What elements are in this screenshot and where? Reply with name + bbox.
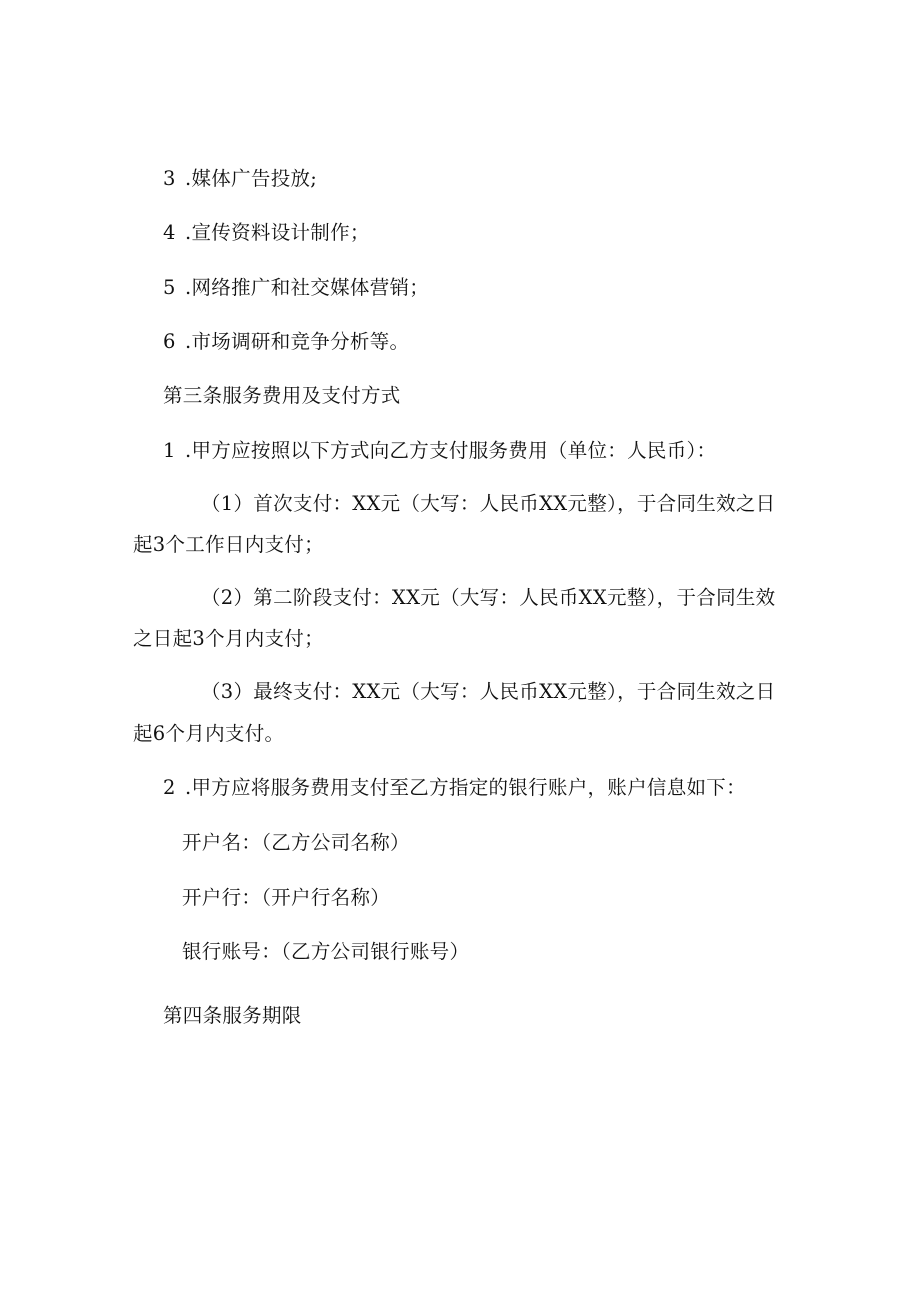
payment-2-line2: 之日起3个月内支付； xyxy=(133,627,324,650)
list-item xyxy=(163,167,317,191)
list-item-number: 4 xyxy=(163,221,176,244)
payment-3-line1: （3）最终支付：XX元（大写：人民币XX元整），于合同生效之日 xyxy=(201,680,776,703)
clause-number: 2 xyxy=(163,776,176,799)
clause-text: .甲方应按照以下方式向乙方支付服务费用（单位：人民币）： xyxy=(185,439,717,462)
payment-2-line1: （2）第二阶段支付：XX元（大写：人民币XX元整），于合同生效 xyxy=(201,586,776,609)
list-item-number: 5 xyxy=(163,276,176,299)
list-item-text: .市场调研和竞争分析等。 xyxy=(185,330,410,353)
payment-1-line1: （1）首次支付：XX元（大写：人民币XX元整），于合同生效之日 xyxy=(201,492,776,515)
list-item-number: 3 xyxy=(163,167,176,190)
clause-text: .甲方应将服务费用支付至乙方指定的银行账户，账户信息如下： xyxy=(185,776,746,799)
bank-account-name: 开户名：（乙方公司名称） xyxy=(182,831,410,854)
clause-1 xyxy=(163,439,716,463)
payment-1-line2: 起3个工作日内支付； xyxy=(133,533,324,556)
list-item xyxy=(163,276,429,300)
list-item-text: .宣传资料设计制作； xyxy=(185,221,370,244)
list-item-text: .网络推广和社交媒体营销； xyxy=(185,276,430,299)
payment-3-line2: 起6个月内支付。 xyxy=(133,722,285,745)
bank-account-number: 银行账号：（乙方公司银行账号） xyxy=(182,940,470,963)
clause-2 xyxy=(163,776,746,800)
list-item-text: .媒体广告投放; xyxy=(185,167,318,190)
list-item-number: 6 xyxy=(163,330,176,353)
article3-heading: 第三条服务费用及支付方式 xyxy=(163,384,401,407)
article4-heading: 第四条服务期限 xyxy=(163,1004,302,1027)
clause-number: 1 xyxy=(163,439,176,462)
list-item xyxy=(163,221,370,245)
list-item xyxy=(163,330,409,354)
bank-name: 开户行：（开户行名称） xyxy=(182,886,391,909)
